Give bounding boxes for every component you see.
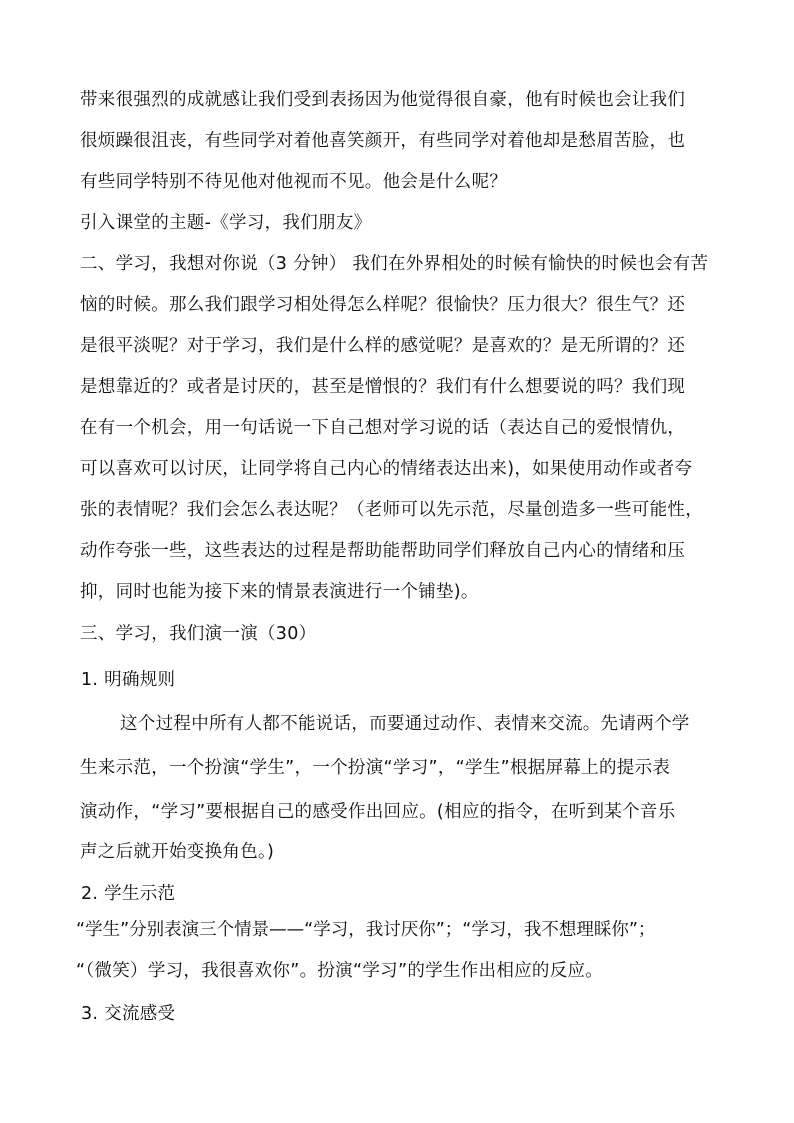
paragraph-line: 很烦躁很沮丧，有些同学对着他喜笑颜开，有些同学对着他却是愁眉苦脸，也 <box>80 131 686 151</box>
paragraph-line: 张的表情呢？我们会怎么表达呢？（老师可以先示范，尽量创造多一些可能性， <box>80 500 703 520</box>
paragraph-line: “（微笑）学习，我很喜欢你”。扮演“学习”的学生作出相应的反应。 <box>76 961 604 981</box>
topic-line: 引入课堂的主题-《学习，我们朋友》 <box>80 213 372 233</box>
paragraph-line: 是想靠近的？或者是讨厌的，甚至是憎恨的？我们有什么想要说的吗？我们现 <box>80 377 686 397</box>
paragraph-line: “学生”分别表演三个情景——“学习，我讨厌你”；“学习，我不想理睬你”； <box>76 920 656 940</box>
paragraph-line: 有些同学特别不待见他对他视而不见。他会是什么呢？ <box>80 172 508 192</box>
section-heading-3: 三、学习，我们演一演（30） <box>80 624 317 644</box>
paragraph-line: 这个过程中所有人都不能说话，而要通过动作、表情来交流。先请两个学 <box>120 714 690 734</box>
subheading-3: 3. 交流感受 <box>81 1004 176 1024</box>
paragraph-line: 可以喜欢可以讨厌，让同学将自己内心的情绪表达出来)，如果使用动作或者夸 <box>80 459 693 479</box>
section-heading-2: 二、学习，我想对你说（3 分钟） 我们在外界相处的时候有愉快的时候也会有苦 <box>80 254 709 274</box>
paragraph-line: 是很平淡呢？对于学习，我们是什么样的感觉呢？是喜欢的？是无所谓的？还 <box>80 336 686 356</box>
paragraph-line: 在有一个机会，用一句话说一下自己想对学习说的话（表达自己的爱恨情仇， <box>80 418 686 438</box>
paragraph-line: 恼的时候。那么我们跟学习相处得怎么样呢？很愉快？压力很大？很生气？还 <box>80 295 686 315</box>
subheading-1: 1. 明确规则 <box>81 670 176 690</box>
paragraph-line: 带来很强烈的成就感让我们受到表扬因为他觉得很自豪，他有时候也会让我们 <box>80 90 686 110</box>
subheading-2: 2. 学生示范 <box>81 884 176 904</box>
paragraph-line: 演动作，“学习”要根据自己的感受作出回应。(相应的指令，在听到某个音乐 <box>80 802 676 822</box>
paragraph-line: 声之后就开始变换角色。) <box>80 842 275 862</box>
paragraph-line: 动作夸张一些，这些表达的过程是帮助能帮助同学们释放自己内心的情绪和压 <box>80 541 686 561</box>
paragraph-line: 抑，同时也能为接下来的情景表演进行一个铺垫)。 <box>80 582 479 602</box>
paragraph-line: 生来示范，一个扮演“学生”，一个扮演“学习”，“学生”根据屏幕上的提示表 <box>80 758 671 778</box>
